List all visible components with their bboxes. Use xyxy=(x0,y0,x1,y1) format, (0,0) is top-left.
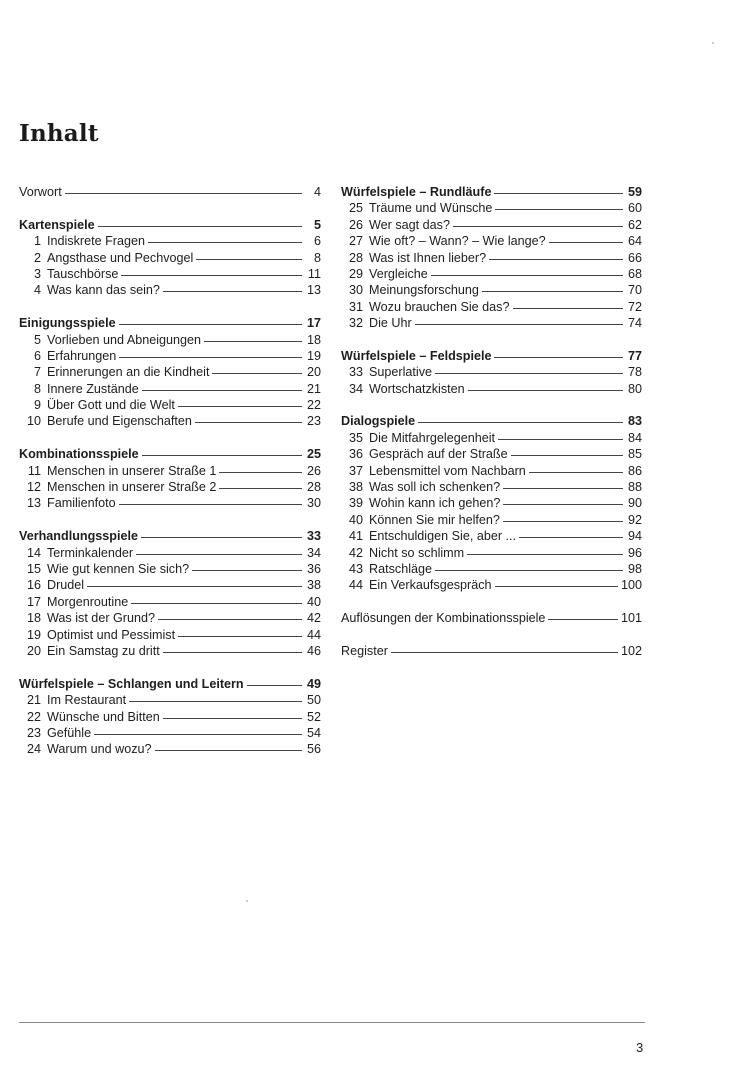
toc-page-number: 46 xyxy=(306,643,321,658)
toc-leader-line xyxy=(142,455,302,456)
toc-page-number: 38 xyxy=(306,578,321,593)
toc-page-number: 84 xyxy=(627,430,642,445)
toc-entry-number: 4 xyxy=(33,283,41,298)
toc-entry-label: Verhandlungsspiele xyxy=(19,529,138,544)
toc-entry-number: 15 xyxy=(26,561,41,576)
toc-entry-number: 16 xyxy=(26,578,41,593)
toc-entry xyxy=(19,266,321,282)
toc-page-number: 77 xyxy=(627,348,642,363)
toc-entry-label: Was kann das sein? xyxy=(47,283,160,298)
toc-page-number: 59 xyxy=(627,185,642,199)
toc-entry-label: Wohin kann ich gehen? xyxy=(369,496,501,511)
toc-entry-label: Wie oft? – Wann? – Wie lange? xyxy=(369,234,546,249)
toc-leader-line xyxy=(503,521,623,522)
toc-leader-line xyxy=(129,701,302,702)
toc-entry-label: Ein Samstag zu dritt xyxy=(47,643,160,658)
toc-page-number: 28 xyxy=(306,480,321,495)
toc-spacer xyxy=(19,299,321,315)
toc-entry-number: 24 xyxy=(26,742,41,757)
toc-page-number: 98 xyxy=(627,561,642,576)
toc-entry-label: Superlative xyxy=(369,365,433,380)
toc-page-number: 42 xyxy=(306,611,321,626)
toc-page-number: 18 xyxy=(306,332,321,347)
toc-entry xyxy=(19,397,321,413)
toc-entry xyxy=(341,200,642,216)
toc-page-number: 56 xyxy=(306,742,321,757)
toc-entry-label: Erfahrungen xyxy=(47,348,117,363)
toc-entry-label: Meinungsforschung xyxy=(369,283,479,298)
toc-page-number: 74 xyxy=(627,316,642,331)
toc-entry-number: 8 xyxy=(33,381,41,396)
toc-leader-line xyxy=(418,422,623,423)
toc-entry-number: 43 xyxy=(348,561,363,576)
toc-entry xyxy=(19,463,321,479)
toc-section-heading xyxy=(19,217,321,233)
toc-leader-line xyxy=(503,488,623,489)
toc-entry-label: Wozu brauchen Sie das? xyxy=(369,299,510,314)
toc-leader-line xyxy=(131,603,302,604)
toc-entry-number: 31 xyxy=(348,299,363,314)
toc-leader-line xyxy=(519,537,623,538)
toc-section-heading xyxy=(19,528,321,544)
toc-entry-label: Vorwort xyxy=(19,185,62,199)
toc-entry-label: Dialogspiele xyxy=(341,414,416,429)
toc-page-number: 23 xyxy=(306,414,321,429)
toc-entry-label: Kartenspiele xyxy=(19,217,95,232)
toc-entry xyxy=(19,495,321,511)
toc-leader-line xyxy=(495,586,618,587)
toc-page-number: 72 xyxy=(627,299,642,314)
toc-entry-label: Innere Zustände xyxy=(47,381,139,396)
toc-page-number: 54 xyxy=(306,725,321,740)
toc-page-number: 13 xyxy=(306,283,321,298)
toc-entry-number: 30 xyxy=(348,283,363,298)
toc-entry xyxy=(19,381,321,397)
toc-leader-line xyxy=(163,652,302,653)
toc-entry-label: Optimist und Pessimist xyxy=(47,627,176,642)
toc-entry-number: 38 xyxy=(348,480,363,495)
toc-leader-line xyxy=(148,242,302,243)
toc-entry xyxy=(19,413,321,429)
toc-entry xyxy=(341,495,642,511)
toc-leader-line xyxy=(219,472,302,473)
toc-entry-number: 1 xyxy=(33,234,41,249)
toc-leader-line xyxy=(482,291,623,292)
toc-entry xyxy=(341,446,642,462)
toc-entry-number: 26 xyxy=(348,217,363,232)
toc-entry-label: Was ist Ihnen lieber? xyxy=(369,250,487,265)
toc-entry-label: Indiskrete Fragen xyxy=(47,234,146,249)
toc-page-number: 101 xyxy=(620,611,642,626)
toc-page-number: 96 xyxy=(627,545,642,560)
scan-speck xyxy=(712,42,714,44)
toc-entry-label: Über Gott und die Welt xyxy=(47,398,175,413)
page-title: Inhalt xyxy=(19,120,99,147)
toc-page-number: 49 xyxy=(306,676,321,691)
toc-entry-number: 14 xyxy=(26,545,41,560)
toc-entry xyxy=(19,594,321,610)
toc-entry-label: Entschuldigen Sie, aber ... xyxy=(369,529,517,544)
toc-entry-label: Träume und Wünsche xyxy=(369,201,493,216)
toc-spacer xyxy=(19,430,321,446)
toc-entry-label: Gefühle xyxy=(47,725,92,740)
toc-entry xyxy=(19,479,321,495)
toc-page-number: 78 xyxy=(627,365,642,380)
toc-entry xyxy=(341,528,642,544)
toc-leader-line xyxy=(219,488,302,489)
toc-section-heading xyxy=(341,348,642,364)
toc-page-number: 62 xyxy=(627,217,642,232)
toc-section-heading xyxy=(19,446,321,462)
toc-entry-number: 6 xyxy=(33,348,41,363)
toc-entry xyxy=(19,610,321,626)
toc-entry xyxy=(19,282,321,298)
toc-entry xyxy=(341,545,642,561)
toc-entry-number: 27 xyxy=(348,234,363,249)
toc-page-number: 6 xyxy=(313,234,321,249)
toc-entry-number: 29 xyxy=(348,266,363,281)
toc-entry xyxy=(19,332,321,348)
toc-leader-line xyxy=(212,373,302,374)
toc-entry-label: Ratschläge xyxy=(369,561,433,576)
footer-divider xyxy=(19,1022,645,1023)
toc-entry-label: Wie gut kennen Sie sich? xyxy=(47,561,190,576)
toc-spacer xyxy=(19,200,321,216)
toc-page-number: 30 xyxy=(306,496,321,511)
toc-entry-label: Nicht so schlimm xyxy=(369,545,465,560)
toc-left-column xyxy=(19,184,321,758)
toc-spacer xyxy=(19,659,321,675)
toc-entry-number: 35 xyxy=(348,430,363,445)
toc-entry xyxy=(341,266,642,282)
toc-leader-line xyxy=(121,275,302,276)
toc-leader-line xyxy=(87,586,302,587)
toc-entry-label: Erinnerungen an die Kindheit xyxy=(47,365,210,380)
toc-entry-label: Die Mitfahrgelegenheit xyxy=(369,430,496,445)
toc-entry xyxy=(341,250,642,266)
toc-page-number: 44 xyxy=(306,627,321,642)
toc-page-number: 4 xyxy=(313,185,321,199)
toc-entry-number: 11 xyxy=(27,463,41,478)
toc-page-number: 88 xyxy=(627,480,642,495)
toc-leader-line xyxy=(119,357,302,358)
toc-leader-line xyxy=(204,341,302,342)
toc-page-number: 102 xyxy=(620,643,642,658)
toc-entry xyxy=(19,561,321,577)
toc-page-number: 86 xyxy=(627,463,642,478)
toc-entry-label: Was ist der Grund? xyxy=(47,611,156,626)
toc-leader-line xyxy=(435,570,623,571)
toc-entry-label: Wer sagt das? xyxy=(369,217,450,232)
toc-leader-line xyxy=(196,259,302,260)
toc-section-heading xyxy=(19,676,321,692)
toc-entry-number: 7 xyxy=(33,365,41,380)
toc-leader-line xyxy=(431,275,623,276)
toc-page-number: 11 xyxy=(307,266,321,281)
toc-entry-number: 23 xyxy=(26,725,41,740)
toc-leader-line xyxy=(453,226,623,227)
toc-entry xyxy=(19,725,321,741)
scan-speck xyxy=(246,900,248,902)
toc-entry xyxy=(19,643,321,659)
toc-page-number: 66 xyxy=(627,250,642,265)
toc-leader-line xyxy=(503,504,623,505)
toc-leader-line xyxy=(119,324,302,325)
toc-entry xyxy=(341,282,642,298)
toc-leader-line xyxy=(548,619,618,620)
toc-entry-label: Ein Verkaufsgespräch xyxy=(369,578,492,593)
toc-entry-number: 18 xyxy=(26,611,41,626)
toc-page-number: 22 xyxy=(306,398,321,413)
toc-entry-number: 2 xyxy=(33,250,41,265)
toc-entry-number: 21 xyxy=(26,693,41,708)
toc-entry-number: 17 xyxy=(26,594,41,609)
toc-entry-number: 13 xyxy=(26,496,41,511)
toc-page-number: 80 xyxy=(627,381,642,396)
toc-entry-number: 32 xyxy=(348,316,363,331)
toc-entry xyxy=(341,364,642,380)
toc-page-number: 100 xyxy=(620,578,642,593)
toc-section-heading xyxy=(19,315,321,331)
toc-entry-label: Lebensmittel vom Nachbarn xyxy=(369,463,526,478)
toc-entry-label: Angsthase und Pechvogel xyxy=(47,250,194,265)
toc-entry-label: Wortschatzkisten xyxy=(369,381,465,396)
toc-entry-number: 25 xyxy=(348,201,363,216)
toc-entry xyxy=(19,348,321,364)
toc-entry-number: 20 xyxy=(26,643,41,658)
toc-page-number: 34 xyxy=(306,545,321,560)
toc-section-heading xyxy=(341,413,642,429)
toc-leader-line xyxy=(489,259,623,260)
toc-entry xyxy=(341,233,642,249)
toc-entry-number: 42 xyxy=(348,545,363,560)
toc-entry-label: Menschen in unserer Straße 2 xyxy=(47,480,217,495)
toc-spacer xyxy=(341,397,642,413)
toc-entry-label: Terminkalender xyxy=(47,545,134,560)
toc-entry-label: Die Uhr xyxy=(369,316,412,331)
toc-entry xyxy=(341,577,642,593)
toc-page-number: 17 xyxy=(306,316,321,331)
toc-entry-label: Register xyxy=(341,643,388,658)
toc-leader-line xyxy=(195,422,302,423)
toc-entry-label: Können Sie mir helfen? xyxy=(369,512,500,527)
toc-page-number: 70 xyxy=(627,283,642,298)
toc-leader-line xyxy=(247,685,302,686)
toc-leader-line xyxy=(192,570,302,571)
toc-entry-label: Warum und wozu? xyxy=(47,742,152,757)
toc-leader-line xyxy=(158,619,302,620)
toc-entry-number: 12 xyxy=(26,480,41,495)
toc-entry-label: Tauschbörse xyxy=(47,266,119,281)
toc-entry xyxy=(341,315,642,331)
toc-entry-label: Familienfoto xyxy=(47,496,116,511)
toc-entry xyxy=(341,463,642,479)
toc-section-heading xyxy=(341,184,642,200)
toc-entry-label: Berufe und Eigenschaften xyxy=(47,414,192,429)
toc-entry-label: Einigungsspiele xyxy=(19,316,116,331)
toc-leader-line xyxy=(498,439,623,440)
toc-leader-line xyxy=(511,455,623,456)
toc-leader-line xyxy=(549,242,623,243)
page-number: 3 xyxy=(636,1040,644,1055)
toc-entry xyxy=(19,709,321,725)
toc-entry-label: Im Restaurant xyxy=(47,693,127,708)
toc-entry-label: Morgenroutine xyxy=(47,594,129,609)
toc-entry-label: Wünsche und Bitten xyxy=(47,709,160,724)
toc-leader-line xyxy=(163,291,302,292)
toc-leader-line xyxy=(142,390,302,391)
toc-entry-number: 3 xyxy=(33,266,41,281)
toc-entry-number: 5 xyxy=(33,332,41,347)
toc-entry xyxy=(341,217,642,233)
toc-entry xyxy=(19,545,321,561)
toc-page-number: 60 xyxy=(627,201,642,216)
toc-entry-label: Was soll ich schenken? xyxy=(369,480,501,495)
toc-page-number: 8 xyxy=(313,250,321,265)
toc-entry-number: 28 xyxy=(348,250,363,265)
toc-spacer xyxy=(341,332,642,348)
toc-page-number: 94 xyxy=(627,529,642,544)
toc-leader-line xyxy=(155,750,302,751)
toc-page-number: 52 xyxy=(306,709,321,724)
toc-entry-label: Würfelspiele – Schlangen und Leitern xyxy=(19,676,244,691)
toc-page-number: 26 xyxy=(306,463,321,478)
toc-entry-number: 33 xyxy=(348,365,363,380)
toc-entry-number: 44 xyxy=(348,578,363,593)
toc-entry-number: 36 xyxy=(348,447,363,462)
toc-page-number: 50 xyxy=(306,693,321,708)
toc-page-number: 20 xyxy=(306,365,321,380)
toc-leader-line xyxy=(468,390,623,391)
toc-page-number: 85 xyxy=(627,447,642,462)
toc-leader-line xyxy=(163,718,302,719)
toc-entry-number: 40 xyxy=(348,512,363,527)
toc-entry xyxy=(341,479,642,495)
toc-entry-label: Gespräch auf der Straße xyxy=(369,447,508,462)
toc-entry xyxy=(19,250,321,266)
toc-entry-number: 39 xyxy=(348,496,363,511)
toc-entry xyxy=(19,364,321,380)
toc-entry xyxy=(341,299,642,315)
toc-leader-line xyxy=(415,324,623,325)
toc-entry-label: Würfelspiele – Feldspiele xyxy=(341,348,492,363)
toc-entry xyxy=(341,381,642,397)
toc-entry-number: 34 xyxy=(348,381,363,396)
toc-leader-line xyxy=(178,406,302,407)
toc-leader-line xyxy=(391,652,618,653)
toc-page-number: 21 xyxy=(306,381,321,396)
toc-page-number: 40 xyxy=(306,594,321,609)
toc-entry xyxy=(341,610,642,626)
toc-leader-line xyxy=(94,734,302,735)
toc-leader-line xyxy=(136,554,302,555)
toc-leader-line xyxy=(65,193,302,194)
toc-leader-line xyxy=(529,472,623,473)
toc-entry-label: Auflösungen der Kombinationsspiele xyxy=(341,611,546,626)
toc-entry-number: 22 xyxy=(26,709,41,724)
toc-entry xyxy=(341,512,642,528)
toc-entry-number: 41 xyxy=(348,529,363,544)
toc-entry xyxy=(341,561,642,577)
toc-entry-label: Drudel xyxy=(47,578,85,593)
toc-entry-label: Würfelspiele – Rundläufe xyxy=(341,185,492,199)
toc-leader-line xyxy=(119,504,302,505)
toc-entry xyxy=(19,741,321,757)
toc-entry-number: 9 xyxy=(33,398,41,413)
toc-entry-number: 19 xyxy=(26,627,41,642)
toc-entry-number: 37 xyxy=(348,463,363,478)
toc-leader-line xyxy=(513,308,624,309)
toc-page-number: 33 xyxy=(306,529,321,544)
toc-right-column xyxy=(341,184,642,659)
toc-leader-line xyxy=(141,537,302,538)
toc-leader-line xyxy=(178,636,302,637)
toc-page-number: 19 xyxy=(306,348,321,363)
toc-entry xyxy=(341,430,642,446)
toc-entry-label: Menschen in unserer Straße 1 xyxy=(47,463,217,478)
toc-page-number: 90 xyxy=(627,496,642,511)
toc-entry-label: Vorlieben und Abneigungen xyxy=(47,332,202,347)
toc-leader-line xyxy=(495,209,623,210)
toc-entry-label: Kombinationsspiele xyxy=(19,447,139,462)
toc-entry xyxy=(341,643,642,659)
toc-page-number: 36 xyxy=(306,561,321,576)
toc-spacer xyxy=(341,627,642,643)
toc-leader-line xyxy=(494,193,623,194)
toc-page-number: 68 xyxy=(627,266,642,281)
toc-spacer xyxy=(341,594,642,610)
toc-page-number: 5 xyxy=(313,217,321,232)
toc-entry xyxy=(19,692,321,708)
toc-entry xyxy=(19,184,321,200)
toc-entry xyxy=(19,627,321,643)
toc-page-number: 92 xyxy=(627,512,642,527)
toc-entry-number: 10 xyxy=(26,414,41,429)
toc-entry-label: Vergleiche xyxy=(369,266,428,281)
toc-leader-line xyxy=(467,554,623,555)
toc-entry xyxy=(19,233,321,249)
toc-leader-line xyxy=(98,226,302,227)
toc-page-number: 64 xyxy=(627,234,642,249)
toc-leader-line xyxy=(435,373,623,374)
toc-leader-line xyxy=(494,357,623,358)
toc-page-number: 25 xyxy=(306,447,321,462)
toc-entry xyxy=(19,577,321,593)
toc-spacer xyxy=(19,512,321,528)
toc-page-number: 83 xyxy=(627,414,642,429)
